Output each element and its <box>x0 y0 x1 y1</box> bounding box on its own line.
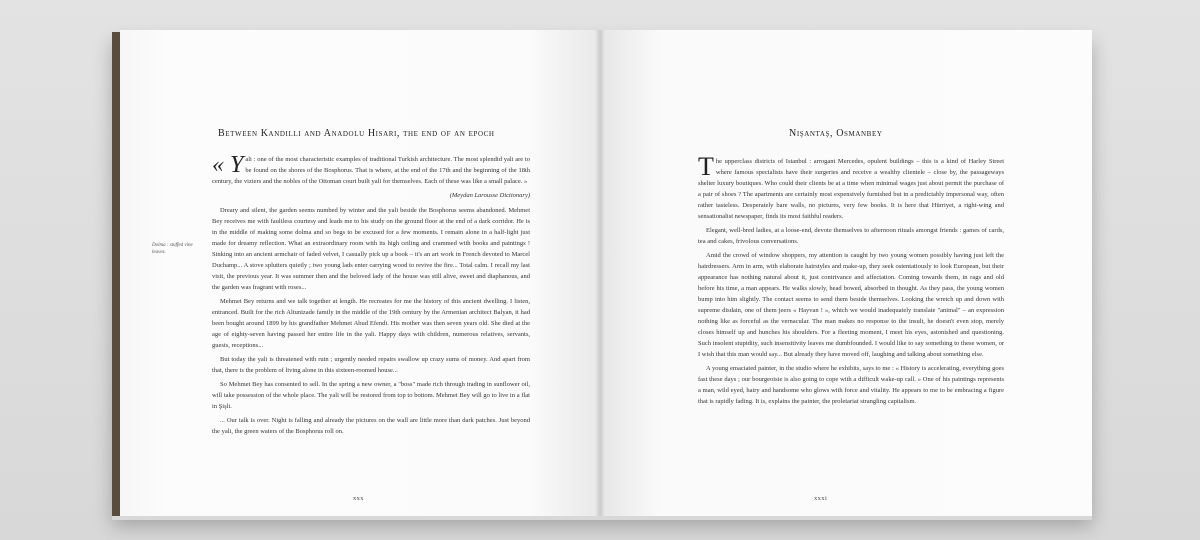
paragraph: Dreary and silent, the garden seems numbed by winter and the yali beside the Bosphorus seems abandoned. Mehmet Bey receives me with faultless courtesy and leads me to his study on the ground floor at the end of a dark corridor. He is in the middle of making some dolma and so begs to be excused for a few moments. I remain alone in a half-light just made for dreamy reflection. What an extraordinary room with its high ceiling and crammed with books and paintings ! Sinking into an ancient armchair of faded velvet, I casually pick up a book – it's an art work in French devoted to Marcel Duchamp... A stove splutters quietly ; two young lads enter carrying wood to revive the fire... Total calm. I recall my last visit, the previous year. It was summer then and the beloved lady of the house was still alive, sweet and diaphanous, and the garden was fragrant with roses... <box>212 207 530 291</box>
right-page <box>600 30 1092 516</box>
left-page-title: Between Kandilli and Anadolu Hisari, the end of an epoch <box>218 128 495 139</box>
intro-text: ali : one of the most characteristic examples of traditional Turkish architecture. The most splendid yali are to be found on the shores of the Bosphorus. That is where, at the end of the 17th and the beginning of the 18th century, the viziers and the nobles of the Ottoman court built yali for themselves. Each of these was like a small palace. » <box>212 156 530 185</box>
paragraph: A young emaciated painter, in the studio where he exhibits, says to me : « History is accelerating, everything goes fast these days ; our bourgeoisie is also going to cope with a difficult wake-up call. » One of his paintings represents a man, wild eyed, hairy and handsome who glows with force and vitality. He appears to me to be embracing a figure that is rapidly fading. It is, explains the painter, the proletariat strangling capitalism. <box>698 365 1004 405</box>
paragraph: Mehmet Bey returns and we talk together at length. He recreates for me the history of this ancient dwelling. I listen, entranced. Built for the rich Altunizade family in the middle of the 19th century by the Armenian architect Balyan, it had been bought around 1899 by his grandfather Mehmet Abud Efendi. His mother was then seven years old. She died at the age of eighty-seven having passed her entire life in the yali. Happy days with children, numerous relatives, servants, guests, receptions... <box>212 298 530 349</box>
paragraph: Amid the crowd of window shoppers, my attention is caught by two young women possibly having just left the hairdressers. Arm in arm, with elaborate hairstyles and make-up, they seek ostentatiously to look European, but their appearance has nothing natural about it, just contrivance and affectation. Coming towards them, in rags and old before his time, a man appears. He walks slowly, head bowed, absorbed in thought. As they pass, the young women bump into him slightly. The contact seems to send them beside themselves. Looking the wretch up and down with supreme disdain, one of them jeers « Hayvan ! », which we would inadequately translate "animal" – an expression nothing like as forceful as the vernacular. The man makes no response to the insult, he doesn't even stop, merely closes himself up and hunches his shoulders. For a fleeting moment, I meet his eyes, astonished and questioning. Such insolent stupidity, such insensitivity leaves me dumbfounded. I would like to say something to these women, or I wish that this man would say... But already they have moved off, laughing and talking about something else. <box>698 252 1004 358</box>
paragraph: So Mehmet Bey has consented to sell. In the spring a new owner, a "boss" made rich through trading in sunflower oil, will take possession of the whole place. The yali will be restored from top to bottom. Mehmet Bey will go to live in a flat in Şişli. <box>212 381 530 410</box>
right-page-title: Nişantaş, Osmanbey <box>789 128 883 139</box>
page-number-right: xxxi <box>814 495 828 502</box>
dropcap: T <box>698 152 714 181</box>
page-gutter <box>595 30 605 516</box>
left-page <box>120 30 600 516</box>
right-page-body <box>698 152 1004 410</box>
paragraph: Elegant, well-bred ladies, at a loose-end, devote themselves to afternoon rituals amongst friends : games of cards, tea and cakes, frivolous conversations. <box>698 227 1004 245</box>
paragraph: But today the yali is threatened with ruin ; urgently needed repairs swallow up crazy sums of money. And apart from that, there is the problem of living alone in this sixteen-roomed house... <box>212 356 530 374</box>
citation: (Meydan Larousse Dictionary) <box>449 192 530 199</box>
intro-paragraph <box>212 154 530 187</box>
dropcap: « Y <box>212 152 244 178</box>
left-page-body <box>212 154 530 440</box>
margin-note: Dolma : stuffed vine leaves. <box>152 243 193 255</box>
intro-paragraph <box>698 152 1004 222</box>
paragraph: ... Our talk is over. Night is falling and already the pictures on the wall are little more than dark patches. Just beyond the yali, the green waters of the Bosphorus roll on. <box>212 417 530 435</box>
intro-text: he upperclass districts of Istanbul : arrogant Mercedes, opulent buildings – this is a kind of Harley Street where famous specialists have their surgeries and receive a wealthy clientele – close by, the passageways shelter luxury boutiques. Who could their clients be at a time when minimal wages just about permit the purchase of a pair of shoes ? The apartments are certainly most expensively furnished but in a predictably impersonal way, often rather tasteless. Desperately bare walls, no pictures, very few books. It is here that Hürriyet, a right-wing and sensationalist newspaper, finds its most faithful readers. <box>698 158 1004 220</box>
page-number-left: xxx <box>353 495 364 502</box>
